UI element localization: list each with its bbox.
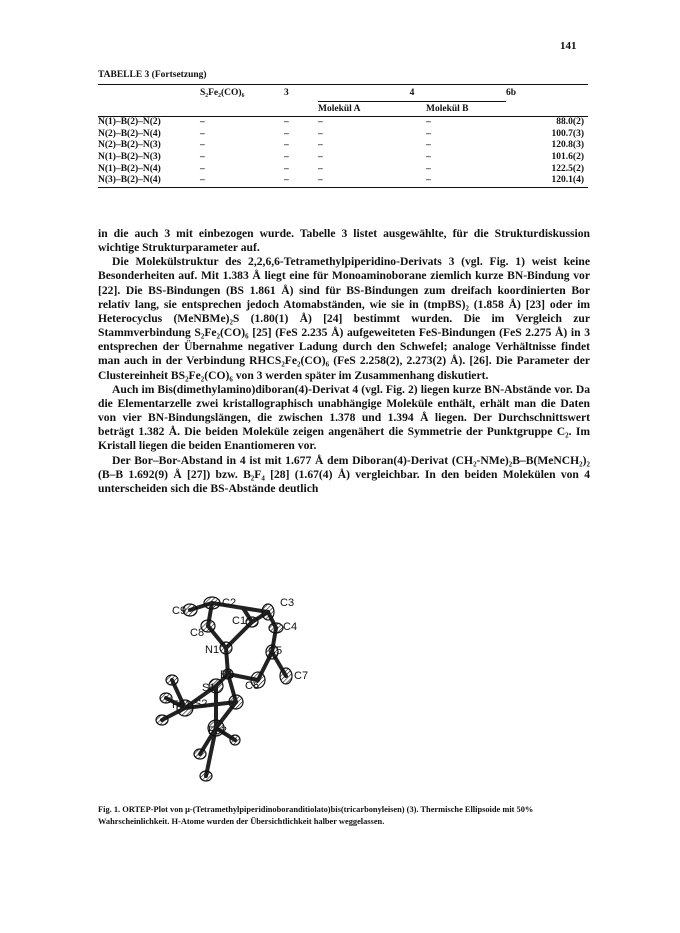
table-title: TABELLE 3 (Fortsetzung) [98,70,207,80]
page-number: 141 [560,40,577,52]
cell-s2fe2: – [200,117,284,129]
cell-3: – [284,140,289,151]
atom-labels [172,597,308,737]
cell-3: – [284,175,318,187]
body-text [98,227,590,496]
cell-6b: 122.5(2) [551,163,584,174]
cell-4b: – [426,140,431,151]
row-label: N(2)–B(2)–N(4) [98,128,161,139]
header-s2fe2co6: S₂Fe₂(CO)₆ [200,85,284,102]
data-table [98,84,588,188]
header-compound-3: 3 [284,85,318,102]
paragraph: Der Bor–Bor-Abstand in 4 ist mit 1.677 Å dem Diboran(4)-Derivat (CH₂-NMe)₂B–B(MeNCH₂)₂ (B–B 1.692(9) Å [27]) bzw. B₂F₄ [28] (1.67(4) Å) vergleichbar. In den beiden Molekülen von 4 unterscheiden sich die BS-Abstände deutlich [98,453,590,495]
cell-4b: – [426,163,431,174]
cell-s2fe2: – [200,128,205,139]
cell-4b: – [426,175,506,187]
cell-6b: 88.0(2) [506,117,588,129]
cell-6b: 100.7(3) [551,128,584,139]
cell-6b: 101.6(2) [551,152,584,163]
table-row [98,175,588,187]
cell-4a: – [318,163,323,174]
paragraph: Auch im Bis(dimethylamino)diboran(4)-Derivat 4 (vgl. Fig. 2) liegen kurze BN-Abstände vor. Da die Elementarzelle zwei kristallographisch unabhängige Moleküle enthält, erhält man die Daten von vier BN-Bindungslängen, die zwischen 1.378 und 1.394 Å liegen. Der Durchschnittswert beträgt 1.382 Å. Die beiden Moleküle zeigen angenähert die Symmetrie der Punktgruppe C₂. Im Kristall liegen die beiden Enantiomeren vor. [98,382,590,453]
atom-label-fe2: Fe2 [208,725,227,737]
bond-lines [162,603,286,776]
table-row [98,152,588,164]
cell-4a: – [318,152,323,163]
atom-label-b1: B1 [220,669,234,681]
atom-label-c8: C8 [190,627,205,639]
atom-label-c7: C7 [294,670,309,682]
table-row [98,117,588,129]
table-subheader-row [98,102,588,117]
atom-label-c3: C3 [280,597,295,609]
table-header-row [98,85,588,102]
row-label: N(2)–B(2)–N(3) [98,140,161,151]
ortep-plot [150,590,340,790]
atom-label-fe1: Fe1 [172,699,191,711]
atom-label-s2: S2 [194,698,208,710]
subheader-molecule-a: Molekül A [318,102,426,117]
atom-label-c9: C9 [172,605,187,617]
cell-4b: – [426,152,431,163]
table-row [98,140,588,152]
cell-4a: – [318,175,426,187]
header-compound-4: 4 [318,85,506,102]
row-label: N(1)–B(2)–N(2) [98,117,200,129]
row-label: N(1)–B(2)–N(4) [98,163,161,174]
atom-label-c4: C4 [283,621,298,633]
cell-s2fe2: – [200,163,205,174]
row-label: N(3)–B(2)–N(4) [98,175,200,187]
paragraph: Die Molekülstruktur des 2,2,6,6-Tetramethylpiperidino-Derivats 3 (vgl. Fig. 1) weist keine Besonderheiten auf. Mit 1.383 Å liegt eine für Monoaminoborane ziemlich kurze BN-Bindung vor [22]. Die BS-Bindungen (BS 1.861 Å) sind für BS-Bindungen zum dreifach koordinierten Bor relativ lang, sie entsprechen jedoch Atomabständen, wie sie in (tmpBS)₂ (1.858 Å) [23] oder im Heterocyclus (MeNBMe)₂S (1.80(1) Å) [24] bestimmt wurden. Die im Vergleich zur Stammverbindung S₂Fe₂(CO)₆ [25] (FeS 2.235 Å) aufgeweiteten FeS-Bindungen (FeS 2.275 Å) in 3 entsprechen der Übernahme negativer Ladung durch den Schwefel; analoge Verhältnisse findet man auch in der Verbindung RHCS₂Fe₂(CO)₆ (FeS 2.258(2), 2.273(2) Å). [26]. Die Parameter der Clustereinheit BS₂Fe₂(CO)₆ von 3 werden später im Zusammenhang diskutiert. [98,255,590,382]
cell-4a: – [318,117,426,129]
atom-label-s1: S1 [202,682,216,694]
atom-label-c5: C5 [268,645,283,657]
ortep-figure [150,590,340,790]
row-label: N(1)–B(2)–N(3) [98,152,161,163]
cell-4b: – [426,117,506,129]
header-compound-6b: 6b [506,85,588,102]
cell-6b: 120.8(3) [551,140,584,151]
cell-3: – [284,128,289,139]
paragraph: in die auch 3 mit einbezogen wurde. Tabelle 3 listet ausgewählte, für die Strukturdiskussion wichtige Strukturparameter auf. [98,227,590,255]
cell-3: – [284,117,318,129]
atom-label-n1: N1 [205,644,220,656]
table-row [98,163,588,175]
atom-label-c6: C6 [245,680,260,692]
cell-s2fe2: – [200,152,205,163]
table-row [98,129,588,141]
cell-s2fe2: – [200,175,284,187]
cell-3: – [284,163,289,174]
cell-4b: – [426,128,431,139]
atom-label-c2: C2 [222,597,237,609]
cell-4a: – [318,140,323,151]
cell-s2fe2: – [200,140,205,151]
subheader-molecule-b: Molekül B [426,102,506,117]
cell-4a: – [318,128,323,139]
figure-caption: Fig. 1. ORTEP-Plot von μ-(Tetramethylpiperidinoboranditiolato)bis(tricarbonyleisen) (3). Thermische Ellipsoide mit 50% Wahrscheinlichkeit. H-Atome wurden der Übersichtlichkeit halber weggelassen. [98,805,534,826]
atom-label-c1: C1 [232,615,247,627]
cell-3: – [284,152,289,163]
cell-6b: 120.1(4) [506,175,588,187]
header-label-column [98,85,200,102]
